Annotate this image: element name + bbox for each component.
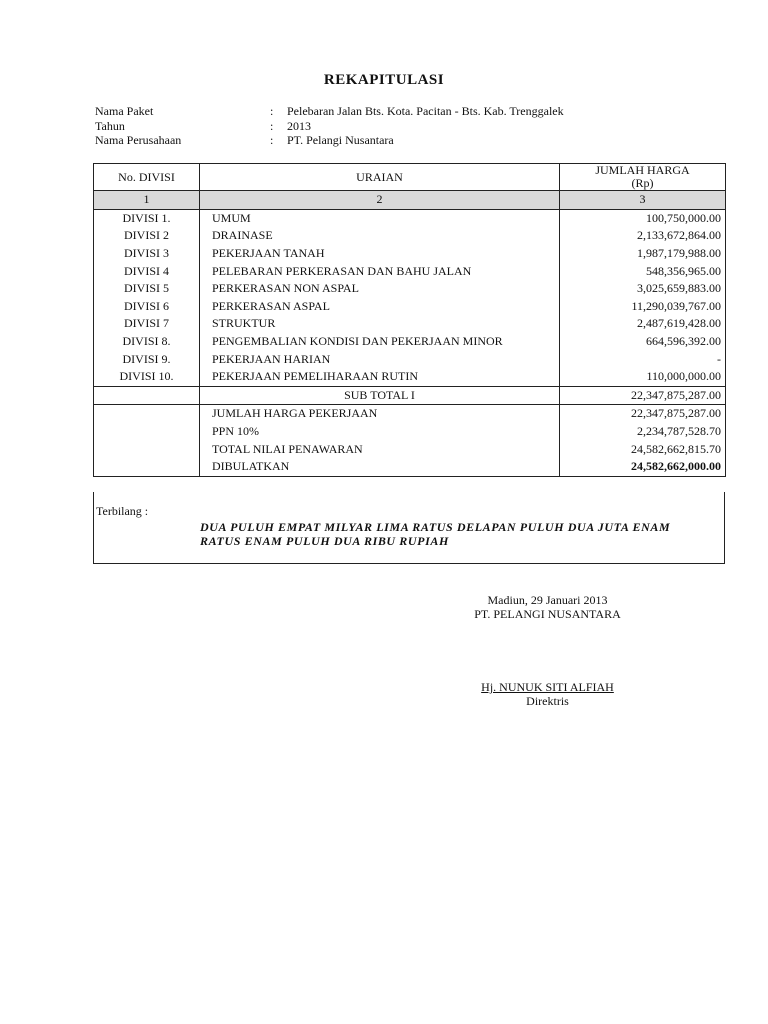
column-number: 1 — [94, 191, 200, 210]
table-row — [94, 227, 726, 245]
divisi-cell: DIVISI 10. — [94, 368, 200, 386]
meta-colon: : — [270, 119, 274, 133]
terbilang-label: Terbilang : — [96, 504, 149, 518]
header-uraian: URAIAN — [200, 164, 560, 191]
summary-value: 2,234,787,528.70 — [560, 423, 726, 441]
table-row — [94, 245, 726, 263]
harga-cell: - — [560, 350, 726, 368]
harga-cell: 3,025,659,883.00 — [560, 280, 726, 298]
uraian-cell: UMUM — [200, 209, 560, 227]
meta-value: Pelebaran Jalan Bts. Kota. Pacitan - Bts. Kab. Trenggalek — [287, 104, 564, 118]
header-jumlah-harga-line1: JUMLAH HARGA — [595, 163, 690, 177]
table-row — [94, 209, 726, 227]
summary-row — [94, 458, 726, 476]
summary-blank-cell — [94, 405, 200, 423]
uraian-cell: PEKERJAAN PEMELIHARAAN RUTIN — [200, 368, 560, 386]
summary-label: TOTAL NILAI PENAWARAN — [200, 440, 560, 458]
table-row — [94, 315, 726, 333]
header-jumlah-harga — [560, 164, 726, 191]
column-number-row — [94, 191, 726, 210]
summary-value: 22,347,875,287.00 — [560, 405, 726, 423]
divisi-cell: DIVISI 9. — [94, 350, 200, 368]
signer-position: Direktris — [526, 694, 569, 708]
uraian-cell: PELEBARAN PERKERASAN DAN BAHU JALAN — [200, 262, 560, 280]
summary-row — [94, 405, 726, 423]
summary-blank-cell — [94, 423, 200, 441]
column-number: 2 — [200, 191, 560, 210]
header-no-divisi: No. DIVISI — [94, 164, 200, 191]
subtotal-label: SUB TOTAL I — [200, 386, 560, 405]
terbilang-text — [200, 520, 722, 548]
summary-row — [94, 440, 726, 458]
meta-colon: : — [270, 104, 274, 118]
harga-cell: 2,133,672,864.00 — [560, 227, 726, 245]
uraian-cell: STRUKTUR — [200, 315, 560, 333]
uraian-cell: DRAINASE — [200, 227, 560, 245]
header-jumlah-harga-line2: (Rp) — [631, 176, 654, 190]
divisi-cell: DIVISI 7 — [94, 315, 200, 333]
uraian-cell: PENGEMBALIAN KONDISI DAN PEKERJAAN MINOR — [200, 333, 560, 351]
summary-label: DIBULATKAN — [200, 458, 560, 476]
table-row — [94, 262, 726, 280]
terbilang-line-1: DUA PULUH EMPAT MILYAR LIMA RATUS DELAPAN PULUH DUA JUTA ENAM — [200, 520, 671, 534]
subtotal-blank-cell — [94, 386, 200, 405]
divisi-cell: DIVISI 5 — [94, 280, 200, 298]
summary-label: PPN 10% — [200, 423, 560, 441]
recap-table — [93, 163, 726, 477]
summary-value: 24,582,662,815.70 — [560, 440, 726, 458]
harga-cell: 100,750,000.00 — [560, 209, 726, 227]
harga-cell: 2,487,619,428.00 — [560, 315, 726, 333]
table-header-row — [94, 164, 726, 191]
divisi-cell: DIVISI 8. — [94, 333, 200, 351]
meta-label: Nama Paket — [95, 104, 154, 118]
divisi-cell: DIVISI 4 — [94, 262, 200, 280]
uraian-cell: PEKERJAAN TANAH — [200, 245, 560, 263]
summary-row — [94, 423, 726, 441]
table-row — [94, 298, 726, 316]
uraian-cell: PERKERASAN NON ASPAL — [200, 280, 560, 298]
uraian-cell: PERKERASAN ASPAL — [200, 298, 560, 316]
terbilang-box — [93, 492, 725, 564]
meta-label: Nama Perusahaan — [95, 133, 182, 147]
harga-cell: 664,596,392.00 — [560, 333, 726, 351]
divisi-cell: DIVISI 1. — [94, 209, 200, 227]
meta-colon: : — [270, 133, 274, 147]
harga-cell: 548,356,965.00 — [560, 262, 726, 280]
place-date: Madiun, 29 Januari 2013 — [487, 593, 608, 607]
divisi-cell: DIVISI 2 — [94, 227, 200, 245]
divisi-cell: DIVISI 3 — [94, 245, 200, 263]
meta-value: PT. Pelangi Nusantara — [287, 133, 394, 147]
subtotal-value: 22,347,875,287.00 — [560, 386, 726, 405]
meta-value: 2013 — [287, 119, 311, 133]
divisi-cell: DIVISI 6 — [94, 298, 200, 316]
document-title: REKAPITULASI — [323, 72, 445, 88]
summary-value-rounded: 24,582,662,000.00 — [560, 458, 726, 476]
company-name: PT. PELANGI NUSANTARA — [474, 607, 621, 621]
harga-cell: 1,987,179,988.00 — [560, 245, 726, 263]
harga-cell: 11,290,039,767.00 — [560, 298, 726, 316]
meta-label: Tahun — [95, 119, 125, 133]
uraian-cell: PEKERJAAN HARIAN — [200, 350, 560, 368]
harga-cell: 110,000,000.00 — [560, 368, 726, 386]
terbilang-line-2: RATUS ENAM PULUH DUA RIBU RUPIAH — [200, 534, 449, 548]
signer-name — [430, 680, 665, 695]
table-row — [94, 368, 726, 386]
subtotal-row — [94, 386, 726, 405]
summary-label: JUMLAH HARGA PEKERJAAN — [200, 405, 560, 423]
column-number: 3 — [560, 191, 726, 210]
summary-blank-cell — [94, 458, 200, 476]
table-row — [94, 333, 726, 351]
table-row — [94, 350, 726, 368]
summary-blank-cell — [94, 440, 200, 458]
signer-name-text: Hj. NUNUK SITI ALFIAH — [481, 680, 614, 694]
table-row — [94, 280, 726, 298]
